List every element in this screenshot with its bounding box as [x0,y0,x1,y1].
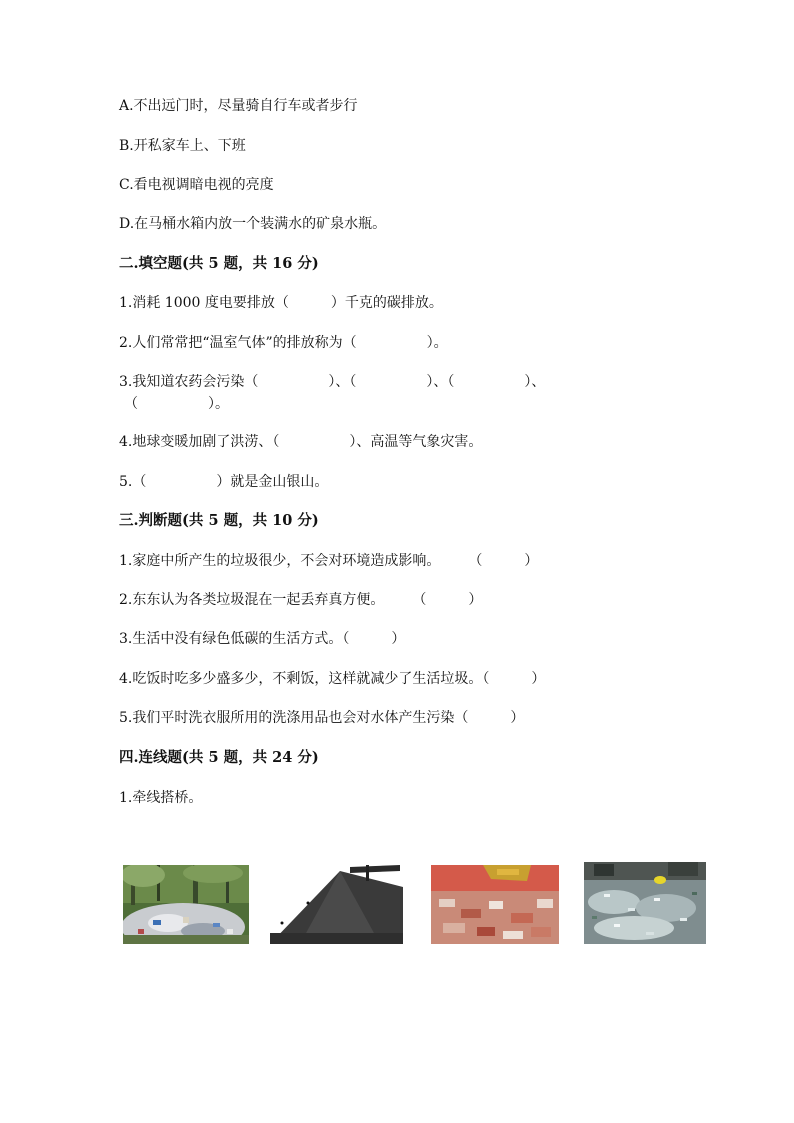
glass-waste-photo [584,862,706,944]
fill-question-2: 2.人们常常把“温室气体”的排放称为（ ）。 [119,335,448,351]
garbage-dump-photo [123,865,249,944]
option-d: D.在马桶水箱内放一个装满水的矿泉水瓶。 [119,216,387,232]
match-question-1: 1.牵线搭桥。 [119,790,203,806]
fill-question-1: 1.消耗 1000 度电要排放（ ）千克的碳排放。 [119,295,443,311]
section-heading-fill: 二.填空题(共 5 题，共 16 分) [119,255,319,272]
coal-pile-photo [270,865,403,944]
section-heading-judge: 三.判断题(共 5 题，共 10 分) [119,512,319,529]
fill-question-4: 4.地球变暖加剧了洪涝、（ ）、高温等气象灾害。 [119,434,483,450]
judge-question-2: 2.东东认为各类垃圾混在一起丢弃真方便。 （ ） [119,592,483,608]
option-b: B.开私家车上、下班 [119,138,246,154]
fill-question-3-cont: （ ）。 [124,396,229,412]
judge-question-5: 5.我们平时洗衣服所用的洗涤用品也会对水体产生污染（ ） [119,710,525,726]
construction-rubble-photo [431,865,559,944]
section-heading-match: 四.连线题(共 5 题，共 24 分) [119,749,319,766]
judge-question-1: 1.家庭中所产生的垃圾很少，不会对环境造成影响。 （ ） [119,553,539,569]
fill-question-3: 3.我知道农药会污染（ ）、（ ）、（ ）、 [119,374,546,390]
option-c: C.看电视调暗电视的亮度 [119,177,274,193]
option-a: A.不出远门时，尽量骑自行车或者步行 [119,98,358,114]
fill-question-5: 5.（ ）就是金山银山。 [119,474,329,490]
judge-question-3: 3.生活中没有绿色低碳的生活方式。（ ） [119,631,406,647]
judge-question-4: 4.吃饭时吃多少盛多少，不剩饭，这样就减少了生活垃圾。（ ） [119,671,546,687]
